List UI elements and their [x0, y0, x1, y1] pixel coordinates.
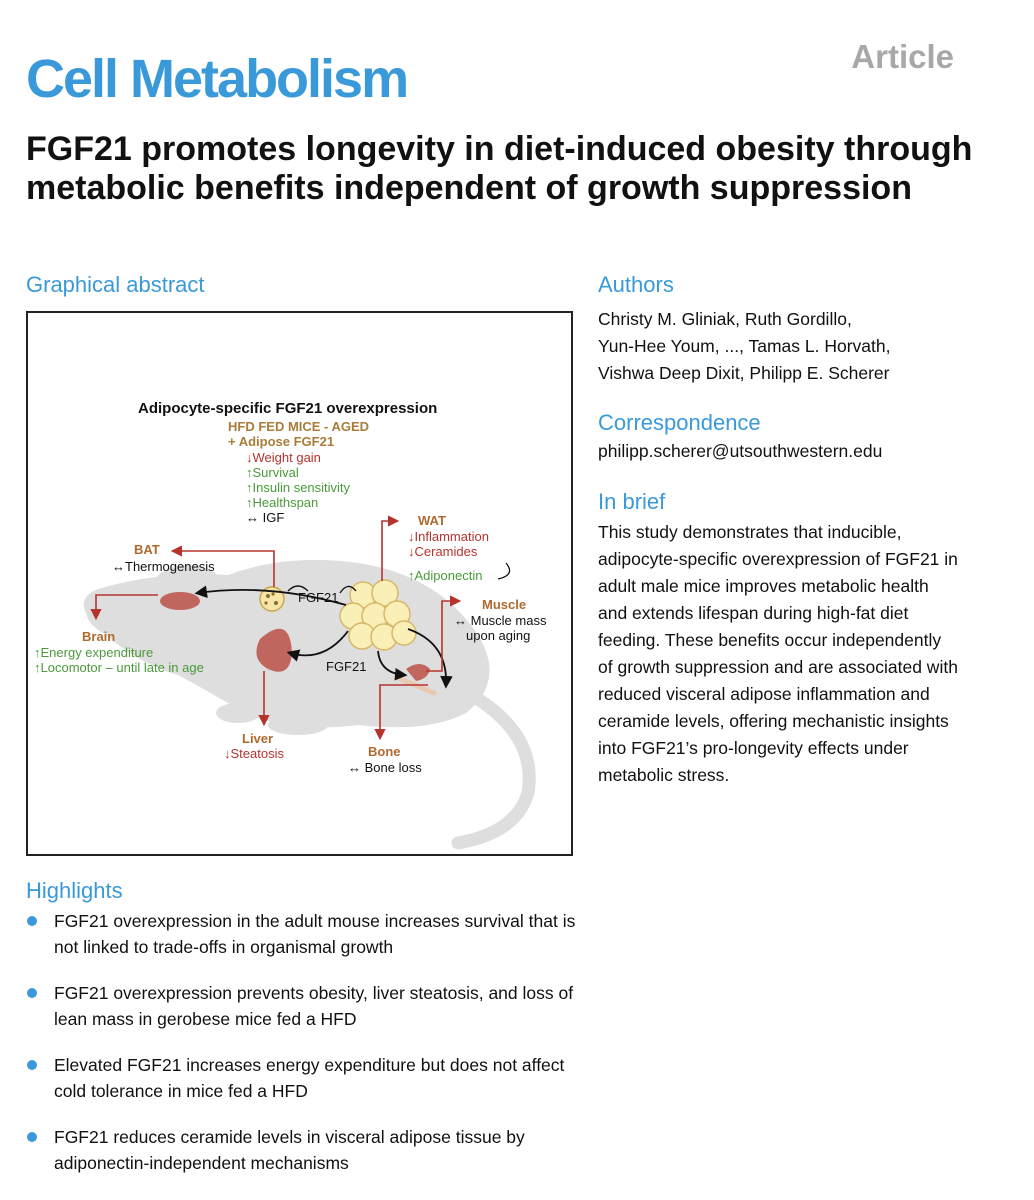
authors-line-2[interactable]: Yun-Hee Youm, ..., Tamas L. Horvath, — [598, 336, 891, 356]
bone-label: Bone — [368, 744, 401, 759]
article-type-label: Article — [851, 38, 954, 75]
in-brief-heading: In brief — [598, 489, 666, 514]
authors-heading: Authors — [598, 272, 674, 297]
bullet-icon — [27, 988, 37, 998]
bullet-icon — [27, 916, 37, 926]
liver-label: Liver — [242, 731, 274, 746]
graphical-abstract-figure — [26, 311, 573, 856]
authors-line-3[interactable]: Vishwa Deep Dixit, Philipp E. Scherer — [598, 363, 890, 383]
highlights-heading: Highlights — [26, 878, 123, 903]
bat-effect: ↔Thermogenesis — [112, 559, 215, 574]
brain-icon — [160, 592, 200, 610]
abstract-effect-5: ↔ IGF — [246, 510, 285, 525]
brain-effect-1: ↑Energy expenditure — [34, 645, 154, 660]
abstract-effect-1: ↓Weight gain — [246, 450, 321, 465]
authors-list — [598, 306, 890, 387]
fgf21-label-top: FGF21 — [298, 590, 339, 605]
abstract-effect-3: ↑Insulin sensitivity — [246, 480, 351, 495]
muscle-effect-1: ↔ Muscle mass — [454, 613, 547, 628]
highlights-list — [26, 908, 586, 1196]
abstract-effect-2: ↑Survival — [246, 465, 299, 480]
bullet-icon — [27, 1060, 37, 1070]
in-brief-text: This study demonstrates that inducible, adipocyte-specific overexpression of FGF21 in adult male mice improves metabolic health and extends lifespan during high-fat diet feeding. These benefits occur independently of growth suppression and are associated with reduced visceral adipose inflammation and ceramide levels, offering mechanistic insights into FGF21’s pro-longevity effects under metabolic stress. — [598, 522, 958, 785]
liver-effect: ↓Steatosis — [224, 746, 284, 761]
abstract-heading: Adipocyte-specific FGF21 overexpression — [138, 400, 438, 417]
correspondence-heading: Correspondence — [598, 410, 761, 435]
graphical-abstract-heading: Graphical abstract — [26, 272, 205, 297]
highlight-item: FGF21 overexpression in the adult mouse increases survival that is not linked to trade-offs in organismal growth — [26, 908, 586, 960]
authors-line-1[interactable]: Christy M. Gliniak, Ruth Gordillo, — [598, 309, 852, 329]
highlight-item: FGF21 reduces ceramide levels in visceral adipose tissue by adiponectin-independent mechanisms — [26, 1124, 586, 1176]
wat-effect-2: ↓Ceramides — [408, 544, 478, 559]
wat-effect-3: ↑Adiponectin — [408, 568, 483, 583]
highlight-item: FGF21 overexpression prevents obesity, liver steatosis, and loss of lean mass in gerobese mice fed a HFD — [26, 980, 586, 1032]
highlight-item: Elevated FGF21 increases energy expenditure but does not affect cold tolerance in mice fed a HFD — [26, 1052, 586, 1104]
muscle-effect-2: upon aging — [466, 628, 531, 643]
muscle-label: Muscle — [482, 597, 527, 612]
bullet-icon — [27, 1132, 37, 1142]
abstract-treatment: + Adipose FGF21 — [228, 434, 335, 449]
bone-effect: ↔ Bone loss — [348, 760, 422, 775]
abstract-effects — [246, 450, 351, 525]
journal-title: Cell Metabolism — [26, 49, 408, 109]
brain-label: Brain — [82, 629, 116, 644]
article-title: FGF21 promotes longevity in diet-induced obesity through metabolic benefits independent of growth suppression — [26, 130, 973, 207]
abstract-cohort: HFD FED MICE - AGED — [228, 419, 370, 434]
abstract-effect-4: ↑Healthspan — [246, 495, 319, 510]
fgf21-label-bottom: FGF21 — [326, 659, 367, 674]
correspondence-email[interactable]: philipp.scherer@utsouthwestern.edu — [598, 441, 883, 461]
wat-label: WAT — [418, 513, 446, 528]
wat-effect-1: ↓Inflammation — [408, 529, 489, 544]
brain-effect-2: ↑Locomotor – until late in age — [34, 660, 204, 675]
bat-label: BAT — [134, 542, 160, 557]
